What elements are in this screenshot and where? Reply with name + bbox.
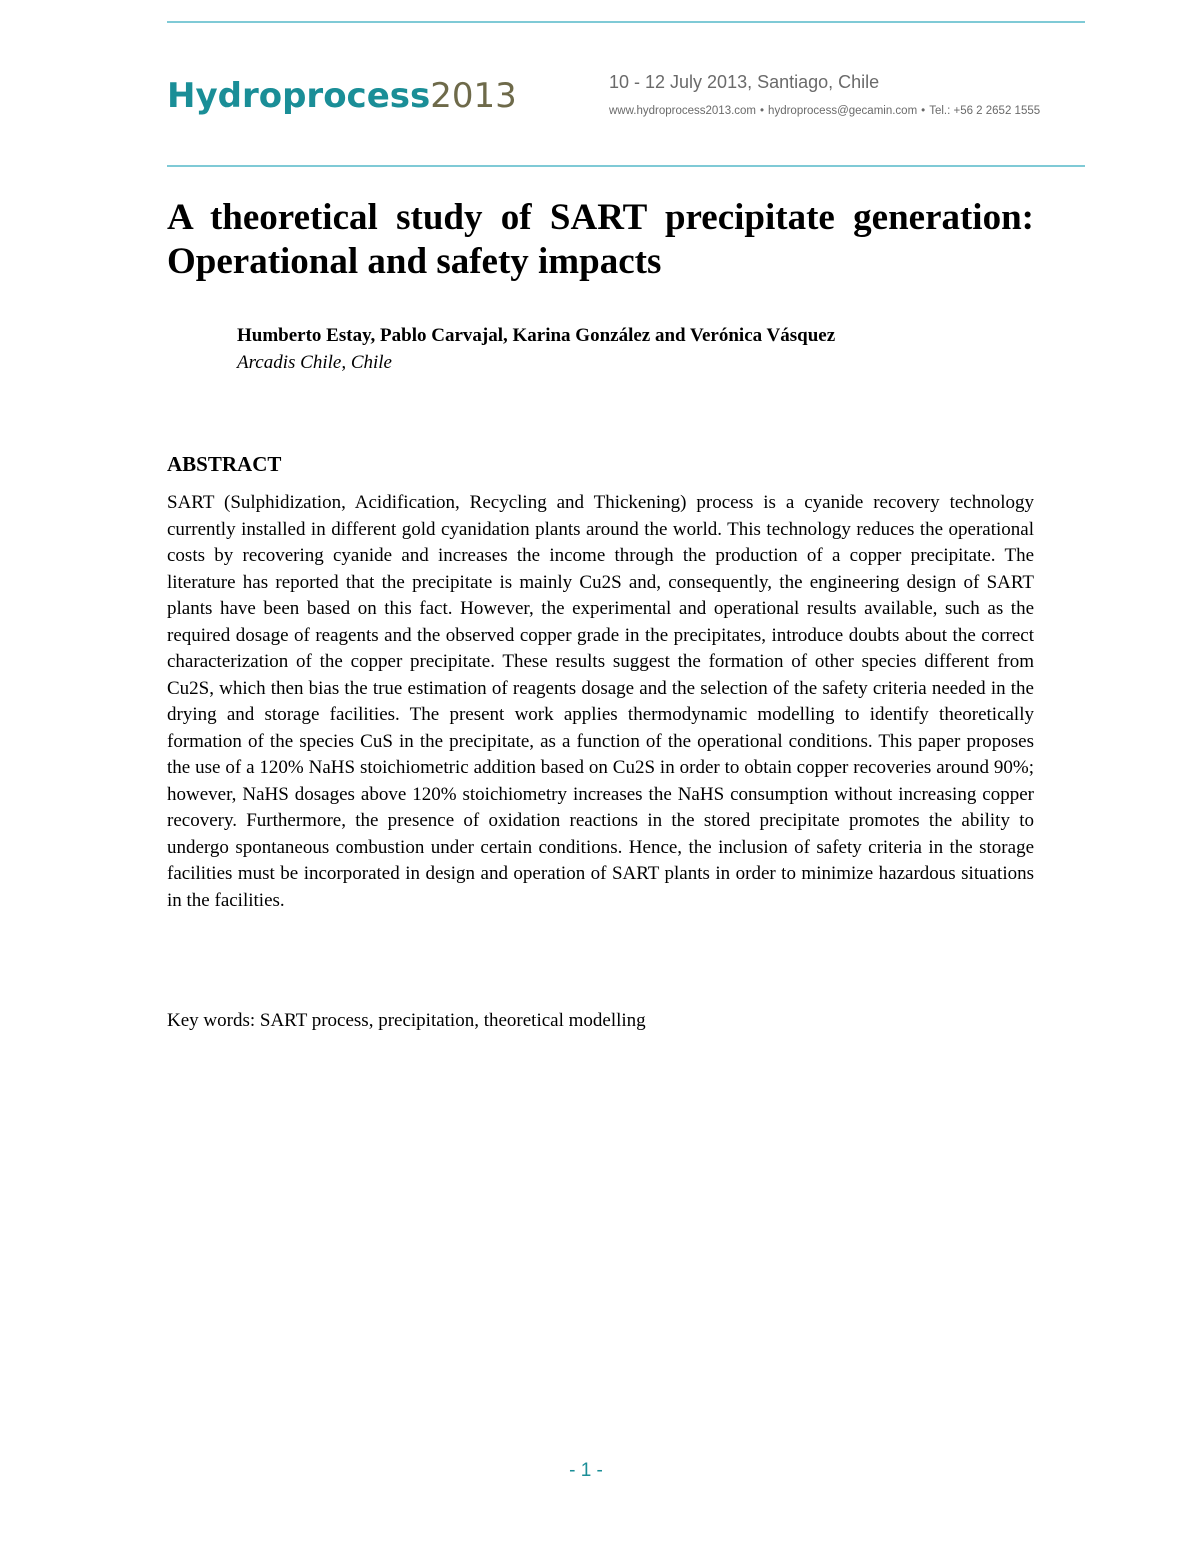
logo-brand: Hydroprocess xyxy=(167,76,431,116)
event-website: www.hydroprocess2013.com xyxy=(609,105,757,117)
abstract-heading: ABSTRACT xyxy=(167,452,282,476)
event-contact-line xyxy=(609,105,1040,117)
conference-logo xyxy=(167,74,517,118)
contact-separator: • xyxy=(760,105,765,117)
event-phone: Tel.: +56 2 2652 1555 xyxy=(929,105,1041,117)
keywords: Key words: SART process, precipitation, theoretical modelling xyxy=(167,1010,646,1031)
paper-title: A theoretical study of SART precipitate generation: Operational and safety impacts xyxy=(167,197,1034,282)
event-date: 10 - 12 July 2013, Santiago, Chile xyxy=(609,72,880,92)
event-email: hydroprocess@gecamin.com xyxy=(768,105,918,117)
header-bottom-rule xyxy=(167,165,1085,167)
logo-year: 2013 xyxy=(430,76,517,116)
page-number: - 1 - xyxy=(569,1460,603,1481)
paper-affiliation: Arcadis Chile, Chile xyxy=(237,352,392,373)
paper-authors: Humberto Estay, Pablo Carvajal, Karina González and Verónica Vásquez xyxy=(237,325,836,346)
abstract-body: SART (Sulphidization, Acidification, Recycling and Thickening) process is a cyanide recovery technology currently installed in different gold cyanidation plants around the world. This technology reduces the operational costs by recovering cyanide and increases the income through the production of a copper precipitate. The literature has reported that the precipitate is mainly Cu2S and, consequently, the engineering design of SART plants have been based on this fact. However, the experimental and operational results available, such as the required dosage of reagents and the observed copper grade in the precipitates, introduce doubts about the correct characterization of the copper precipitate. These results suggest the formation of other species different from Cu2S, which then bias the true estimation of reagents dosage and the selection of the safety criteria needed in the drying and storage facilities. The present work applies thermodynamic modelling to identify theoretically formation of the species CuS in the precipitate, as a function of the operational conditions. This paper proposes the use of a 120% NaHS stoichiometric addition based on Cu2S in order to obtain copper recoveries around 90%; however, NaHS dosages above 120% stoichiometry increases the NaHS consumption without increasing copper recovery. Furthermore, the presence of oxidation reactions in the stored precipitate promotes the ability to undergo spontaneous combustion under certain conditions. Hence, the inclusion of safety criteria in the storage facilities must be incorporated in design and operation of SART plants in order to minimize hazardous situations in the facilities. xyxy=(167,492,1034,911)
contact-separator: • xyxy=(921,105,926,117)
header-top-rule xyxy=(167,21,1085,23)
